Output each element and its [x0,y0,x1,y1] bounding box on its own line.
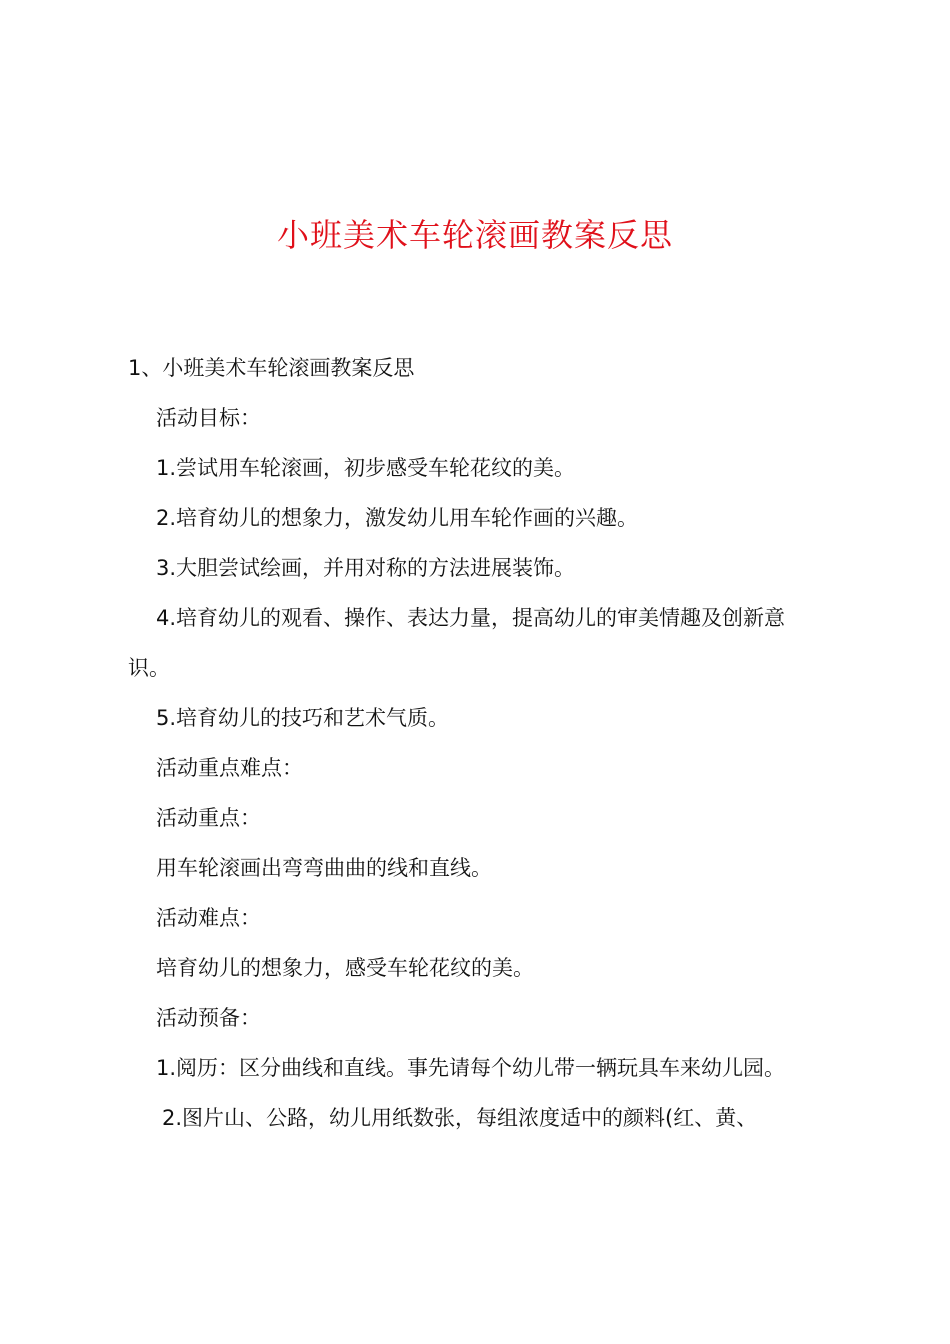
paragraph-line: 识。 [128,656,170,680]
paragraph-line: 活动重点难点： [156,756,303,780]
paragraph-line: 4.培育幼儿的观看、操作、表达力量，提高幼儿的审美情趣及创新意 [156,606,786,630]
paragraph-line: 活动难点： [156,906,261,930]
paragraph-line: 活动重点： [156,806,261,830]
paragraph-line: 2.图片山、公路，幼儿用纸数张，每组浓度适中的颜料(红、黄、 [162,1106,758,1130]
paragraph-line: 3.大胆尝试绘画，并用对称的方法进展装饰。 [156,556,576,580]
paragraph-line: 1.尝试用车轮滚画，初步感受车轮花纹的美。 [156,456,576,480]
paragraph-line: 2.培育幼儿的想象力，激发幼儿用车轮作画的兴趣。 [156,506,639,530]
document-title: 小班美术车轮滚画教案反思 [276,216,673,254]
paragraph-line: 1.阅历：区分曲线和直线。事先请每个幼儿带一辆玩具车来幼儿园。 [156,1056,786,1080]
section-heading: 1、小班美术车轮滚画教案反思 [128,356,415,380]
document-body [128,343,838,1143]
paragraph-line: 用车轮滚画出弯弯曲曲的线和直线。 [156,856,492,880]
paragraph-line: 活动目标： [156,406,261,430]
paragraph-line: 活动预备： [156,1006,261,1030]
paragraph-line: 5.培育幼儿的技巧和艺术气质。 [156,706,450,730]
paragraph-line: 培育幼儿的想象力，感受车轮花纹的美。 [156,956,534,980]
